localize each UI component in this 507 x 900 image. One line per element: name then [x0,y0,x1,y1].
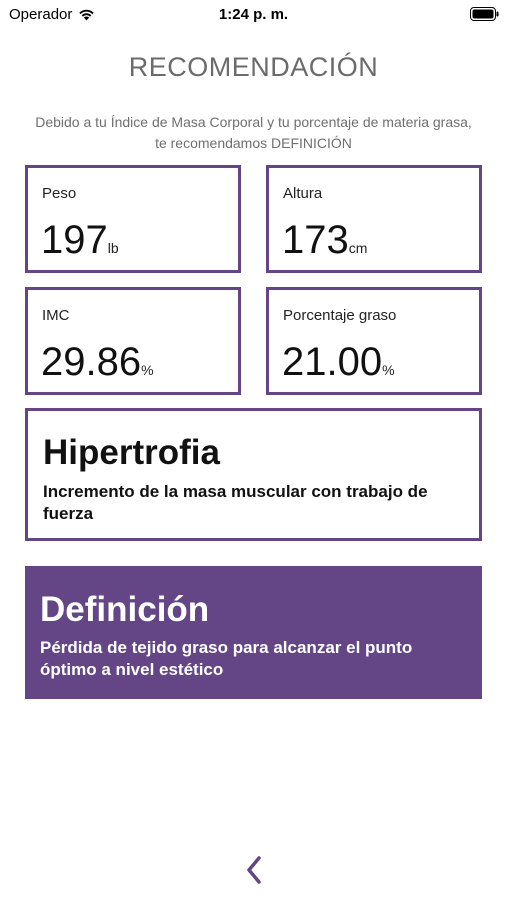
chevron-left-icon [246,856,262,884]
recommendation-explanation: Debido a tu Índice de Masa Corporal y tu porcentaje de materia grasa, te recomendamos DEFINICIÓN [35,114,472,151]
weight-label: Peso [42,185,77,202]
metric-card-weight [25,165,241,273]
option-hipertrofia[interactable] [25,408,482,541]
bmi-unit: % [141,362,154,378]
body-fat-value: 21.00 [282,340,383,384]
weight-unit: lb [107,240,119,256]
status-time: 1:24 p. m. [218,6,289,23]
option-title: Hipertrofia [43,433,220,472]
metric-card-bmi [25,287,241,395]
body-fat-label: Porcentaje graso [283,307,397,324]
option-description: Pérdida de tejido graso para alcanzar el punto óptimo a nivel estético [40,638,413,679]
page-title: RECOMENDACIÓN [128,52,379,82]
bmi-value: 29.86 [41,340,142,384]
metric-card-body-fat [266,287,482,395]
option-title: Definición [40,590,210,629]
metric-card-height [266,165,482,273]
bmi-label: IMC [42,307,70,324]
body-fat-unit: % [382,362,395,378]
status-bar [0,0,507,30]
back-button[interactable] [238,850,270,890]
option-description: Incremento de la masa muscular con trabajo de fuerza [43,482,428,523]
option-definicion-selected[interactable] [25,566,482,699]
weight-value: 197 [41,218,108,262]
height-value: 173 [282,218,349,262]
height-label: Altura [283,185,323,202]
battery-icon [470,7,499,21]
height-unit: cm [348,240,368,256]
carrier-label: Operador [9,6,73,23]
